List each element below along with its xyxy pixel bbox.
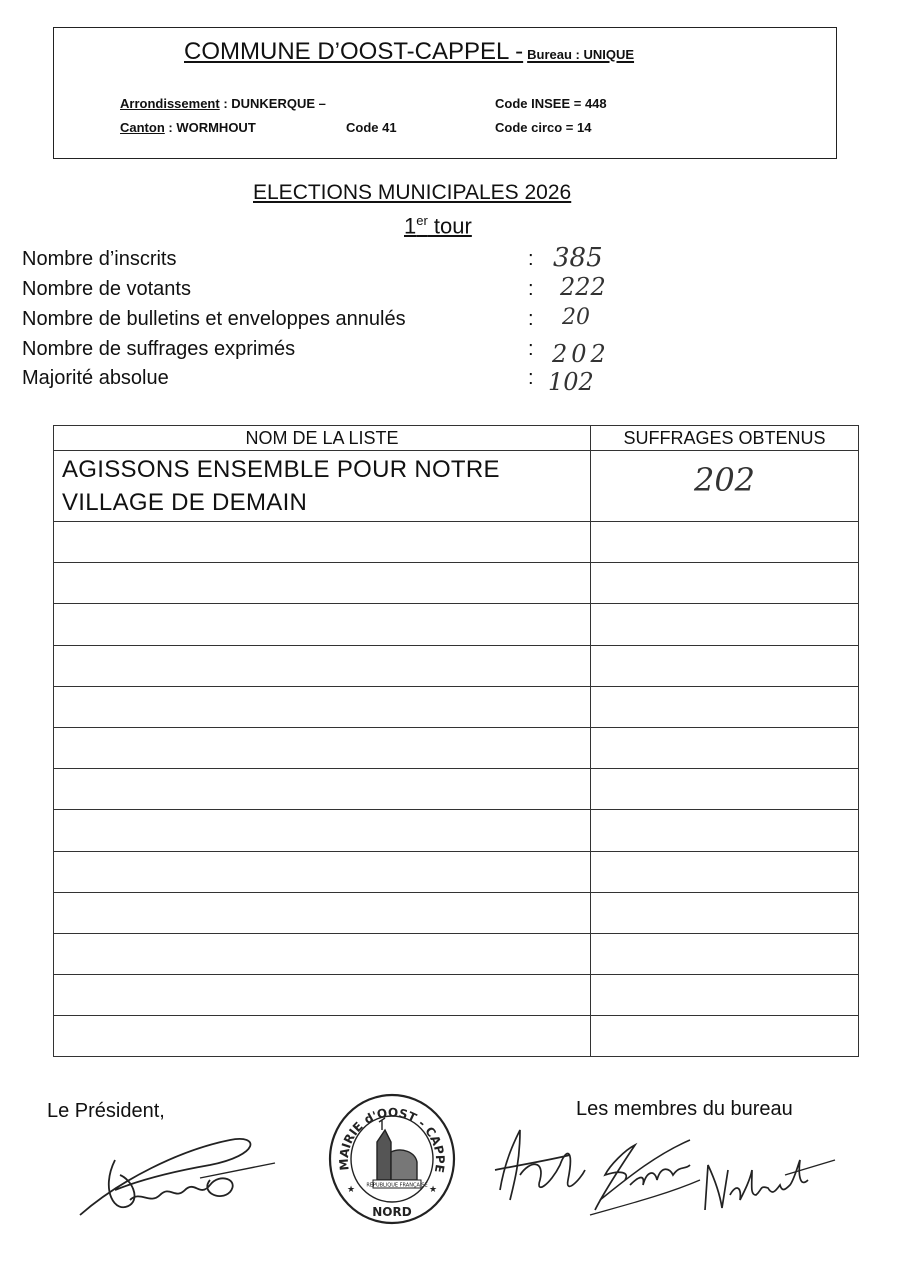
stat-value-exprimes: 202 (552, 340, 610, 368)
members-label: Les membres du bureau (576, 1098, 793, 1120)
stat-value-majorite: 102 (548, 368, 594, 396)
stamp-text-path: MAIRIE d'OOST - CAPPEL (323, 1081, 448, 1174)
stat-value-annules: 20 (562, 305, 590, 330)
empty-table-row (54, 645, 859, 686)
empty-list-name-cell (54, 810, 591, 851)
empty-table-row (54, 975, 859, 1016)
empty-list-name-cell (54, 686, 591, 727)
empty-table-row (54, 604, 859, 645)
stat-value-votants: 222 (560, 273, 606, 301)
member-signature-1 (490, 1120, 590, 1210)
empty-table-row (54, 851, 859, 892)
member-signature-2 (585, 1130, 705, 1220)
empty-table-row (54, 686, 859, 727)
stat-label-exprimes: Nombre de suffrages exprimés (22, 338, 296, 360)
empty-votes-cell (591, 522, 859, 563)
empty-list-name-cell (54, 1016, 591, 1057)
stat-colon: : (528, 278, 534, 300)
stat-label-majorite: Majorité absolue (22, 367, 169, 389)
stat-colon: : (528, 367, 534, 389)
empty-votes-cell (591, 645, 859, 686)
code-insee: Code INSEE = 448 (495, 96, 607, 111)
tour-number: 1 (404, 213, 417, 239)
arrondissement-line (120, 96, 326, 111)
empty-votes-cell (591, 810, 859, 851)
table-header-row (54, 426, 859, 451)
empty-list-name-cell (54, 604, 591, 645)
list-name-cell: AGISSONS ENSEMBLE POUR NOTRE VILLAGE DE DEMAIN (54, 451, 591, 522)
stat-label-annules: Nombre de bulletins et enveloppes annulés (22, 308, 406, 330)
president-signature (60, 1120, 290, 1230)
stat-colon: : (528, 308, 534, 330)
empty-votes-cell (591, 933, 859, 974)
votes-cell (591, 451, 859, 522)
empty-votes-cell (591, 769, 859, 810)
canton-value: : WORMHOUT (164, 120, 256, 135)
empty-votes-cell (591, 975, 859, 1016)
stamp-sub: NORD (372, 1205, 412, 1219)
empty-votes-cell (591, 563, 859, 604)
member-signature-3 (690, 1140, 840, 1220)
canton-label: Canton (120, 120, 165, 135)
empty-votes-cell (591, 727, 859, 768)
stamp-star-left: ★ (347, 1185, 356, 1195)
empty-list-name-cell (54, 645, 591, 686)
stamp-banner: REPUBLIQUE FRANÇAISE (366, 1182, 428, 1189)
empty-list-name-cell (54, 769, 591, 810)
empty-table-row (54, 769, 859, 810)
tour-title (404, 213, 472, 239)
stat-label-votants: Nombre de votants (22, 278, 191, 300)
empty-table-row (54, 1016, 859, 1057)
arrondissement-label: Arrondissement (120, 96, 220, 111)
tour-suffix: er (416, 213, 428, 228)
empty-table-row (54, 727, 859, 768)
table-body (54, 451, 859, 1057)
stat-colon: : (528, 338, 534, 360)
header-votes: SUFFRAGES OBTENUS (591, 426, 859, 451)
empty-list-name-cell (54, 975, 591, 1016)
commune-title (184, 38, 634, 66)
empty-votes-cell (591, 1016, 859, 1057)
commune-name: COMMUNE D’OOST-CAPPEL - (184, 38, 524, 65)
commune-header-box (53, 27, 837, 159)
empty-list-name-cell (54, 933, 591, 974)
empty-table-row (54, 810, 859, 851)
empty-list-name-cell (54, 522, 591, 563)
tour-word: tour (427, 213, 472, 239)
empty-table-row (54, 522, 859, 563)
header-list-name: NOM DE LA LISTE (54, 426, 591, 451)
empty-votes-cell (591, 604, 859, 645)
empty-list-name-cell (54, 563, 591, 604)
empty-votes-cell (591, 686, 859, 727)
election-title: ELECTIONS MUNICIPALES 2026 (253, 181, 572, 204)
stat-label-inscrits: Nombre d’inscrits (22, 248, 177, 270)
canton-code: Code 41 (346, 120, 397, 135)
table-row (54, 451, 859, 522)
empty-list-name-cell (54, 851, 591, 892)
canton-line (120, 120, 256, 135)
empty-votes-cell (591, 892, 859, 933)
stat-value-inscrits: 385 (553, 243, 603, 273)
empty-votes-cell (591, 851, 859, 892)
votes-value: 202 (693, 461, 756, 499)
empty-table-row (54, 933, 859, 974)
stat-colon: : (528, 248, 534, 270)
bureau-label: Bureau : UNIQUE (527, 47, 635, 62)
results-table (53, 425, 859, 1057)
code-circo: Code circo = 14 (495, 120, 592, 135)
empty-table-row (54, 563, 859, 604)
president-label: Le Président, (47, 1100, 165, 1122)
stamp-star-right: ★ (429, 1185, 438, 1195)
empty-list-name-cell (54, 727, 591, 768)
empty-list-name-cell (54, 892, 591, 933)
arrondissement-value: : DUNKERQUE – (219, 96, 326, 111)
mairie-stamp (323, 1081, 457, 1226)
empty-table-row (54, 892, 859, 933)
